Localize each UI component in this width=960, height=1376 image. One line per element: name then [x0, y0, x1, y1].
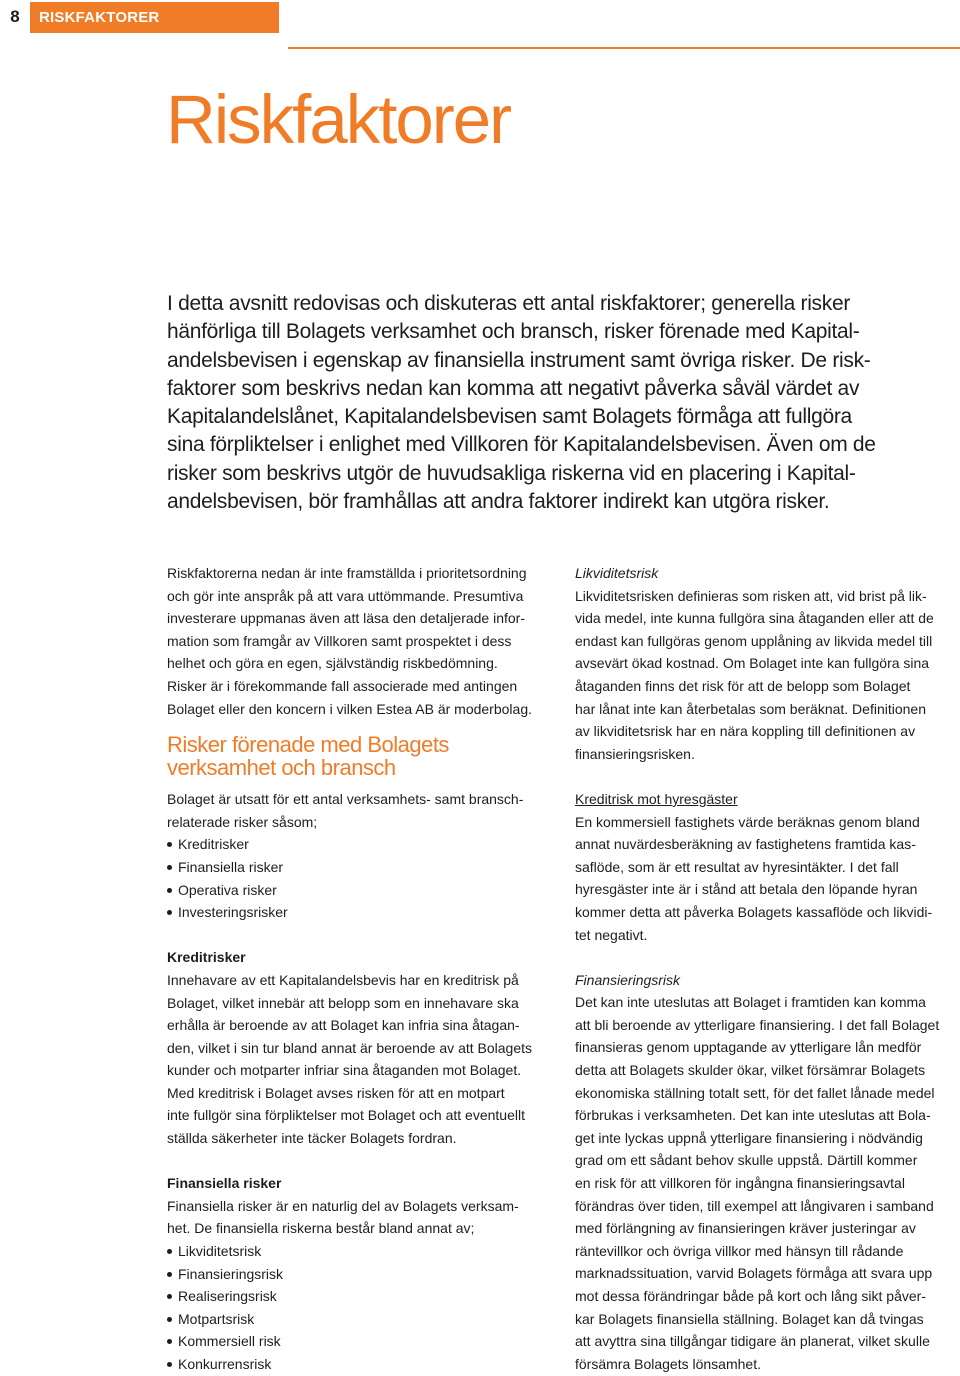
text-line: Finansiella risker är en naturlig del av Bolagets verksam-	[167, 1197, 519, 1214]
text-line: Likviditetsrisken definieras som risken att, vid brist på lik-	[575, 587, 927, 604]
text-line: avsevärt ökad kostnad. Om Bolaget inte kan fullgöra sina	[575, 655, 930, 672]
page-number: 8	[10, 7, 20, 26]
financial-risk-text	[167, 1195, 550, 1240]
text-line: kommer detta att påverka Bolagets kassaflöde och likvidi-	[575, 903, 933, 920]
text-line: en risk för att villkoren för ingångna finansieringsavtal	[575, 1175, 905, 1192]
text-line: mation som framgår av Villkoren samt prospektet i dess	[167, 632, 512, 649]
tenant-credit-risk-heading: Kreditrisk mot hyresgäster	[575, 790, 738, 807]
section-header-tab: RISKFAKTORER	[30, 2, 279, 33]
text-line: investerare uppmanas även att läsa den detaljerade infor-	[167, 610, 525, 627]
text-line: andelsbevisen, bör framhållas att andra faktorer indirekt kan utgöra risker.	[167, 490, 830, 514]
text-line: marknadssituation, varvid Bolagets förmåga att svara upp	[575, 1265, 933, 1282]
text-line: hyresgäster inte är i stånd att betala den löpande hyran	[575, 881, 918, 898]
text-line: kunder och motparter infriar sina åtaganden mot Bolaget.	[167, 1062, 522, 1079]
text-line: het. De finansiella riskerna består bland annat av;	[167, 1220, 475, 1237]
list-item: Kommersiell risk	[167, 1330, 550, 1353]
funding-risk-heading: Finansieringsrisk	[575, 971, 681, 988]
liquidity-risk-text	[575, 585, 960, 766]
text-line: mot dessa förändringar både på kort och lång sikt påver-	[575, 1288, 926, 1304]
text-line: hänförliga till Bolagets verksamhet och bransch, risker förenade med Kapital-	[167, 320, 860, 344]
text-line: av likviditetsrisk har en nära koppling till definitionen av	[575, 723, 916, 740]
text-line: sina förpliktelser i enlighet med Villkoren för Kapitalandelsbevisen. Även om de	[167, 433, 876, 457]
section-heading	[167, 734, 550, 779]
text-line: Kapitalandelslånet, Kapitalandelsbevisen samt Bolagets förmåga att fullgöra	[167, 405, 852, 429]
list-item: Investeringsrisker	[167, 901, 550, 924]
list-item: Likviditetsrisk	[167, 1240, 550, 1263]
right-column	[575, 562, 960, 1375]
list-item: Motpartsrisk	[167, 1308, 550, 1331]
left-column	[167, 562, 550, 1376]
text-line: förändras över tiden, till exempel att långivaren i samband	[575, 1197, 934, 1214]
text-line: erhålla är beroende av att Bolaget kan infria sina åtagan-	[167, 1017, 520, 1034]
text-line: Risker förenade med Bolagets	[167, 732, 449, 758]
text-line: Bolaget eller den koncern i vilken Estea AB är moderbolag.	[167, 700, 532, 717]
text-line: Riskfaktorerna nedan är inte framställda i prioritetsordning	[167, 565, 527, 581]
text-line: den, vilket i sin tur bland annat är beroende av att Bolagets	[167, 1039, 533, 1056]
text-line: tet negativt.	[575, 926, 648, 943]
text-line: andelsbevisen i egenskap av finansiella instrument samt övriga risker. De risk-	[167, 348, 871, 372]
text-line: verksamhet och bransch	[167, 754, 396, 780]
text-line: förbrukas i verksamheten. Det kan inte uteslutas att Bola-	[575, 1107, 931, 1124]
text-line: att bli beroende av ytterligare finansiering. I det fall Bolaget	[575, 1016, 940, 1033]
page-title: Riskfaktorer	[166, 81, 511, 158]
risk-list	[167, 833, 550, 923]
section-intro	[167, 788, 550, 833]
text-line: att avyttra sina tillgångar tidigare än planerat, vilket skulle	[575, 1333, 930, 1350]
text-line: annat nuvärdesberäkning av fastighetens framtida kas-	[575, 836, 916, 853]
header-divider	[288, 47, 960, 49]
funding-risk-text	[575, 991, 960, 1375]
list-item: Finansieringsrisk	[167, 1263, 550, 1286]
text-line: detta att Bolagets skulder ökar, vilket försämrar Bolagets	[575, 1062, 926, 1079]
credit-risk-heading: Kreditrisker	[167, 949, 246, 966]
credit-risk-text	[167, 969, 550, 1150]
liquidity-risk-heading: Likviditetsrisk	[575, 565, 659, 581]
text-line: Bolaget är utsatt för ett antal verksamhets- samt bransch-	[167, 791, 524, 808]
text-line: relaterade risker såsom;	[167, 813, 318, 830]
text-line: Bolaget, vilket innebär att belopp som en innehavare ska	[167, 994, 519, 1011]
text-line: Innehavare av ett Kapitalandelsbevis har en kreditrisk på	[167, 971, 519, 988]
text-line: risker som beskrivs utgör de huvudsakliga riskerna vid en placering i Kapital-	[167, 461, 856, 485]
text-line: saflöde, som är ett resultat av hyresintäkter. I det fall	[575, 858, 899, 875]
text-line: finansieras genom upptagande av ytterligare lån medför	[575, 1039, 922, 1056]
text-line: ekonomiska ställning totalt sett, för det fallet lånade medel	[575, 1084, 935, 1101]
text-line: åtaganden finns det risk för att de belopp som Bolaget	[575, 677, 911, 694]
financial-risk-list	[167, 1240, 550, 1376]
text-line: get inte lyckas uppnå ytterligare finansiering i nödvändig	[575, 1129, 923, 1146]
text-line: kar Bolagets finansiella ställning. Bolaget kan då tvingas	[575, 1310, 924, 1327]
text-line: En kommersiell fastighets värde beräknas genom bland	[575, 813, 920, 830]
intro-paragraph	[167, 562, 550, 720]
tenant-credit-risk-text	[575, 811, 960, 947]
text-line: I detta avsnitt redovisas och diskuteras ett antal riskfaktorer; generella risker	[167, 292, 851, 315]
lead-paragraph	[167, 290, 957, 516]
text-line: vida medel, inte kunna fullgöra sina åtaganden eller att de	[575, 610, 934, 627]
text-line: endast kan fullgöras genom upplåning av likvida medel till	[575, 632, 933, 649]
list-item: Kreditrisker	[167, 833, 550, 856]
text-line: med förlängning av finansieringen kräver justeringar av	[575, 1220, 916, 1237]
text-line: räntevillkor och övriga villkor med hänsyn till rådande	[575, 1242, 904, 1259]
text-line: faktorer som beskrivs nedan kan komma att negativt påverka såväl värdet av	[167, 376, 860, 400]
financial-risk-heading: Finansiella risker	[167, 1175, 282, 1192]
text-line: finansieringsrisken.	[575, 745, 695, 762]
list-item: Operativa risker	[167, 879, 550, 902]
text-line: inte fullgör sina förpliktelser mot Bolaget och att eventuellt	[167, 1107, 525, 1124]
text-line: ställda säkerheter inte täcker Bolagets fordran.	[167, 1130, 457, 1147]
text-line: och gör inte anspråk på att vara uttömmande. Presumtiva	[167, 587, 524, 604]
text-line: försämra Bolagets lönsamhet.	[575, 1355, 761, 1372]
text-line: Med kreditrisk i Bolaget avses risken för att en motpart	[167, 1084, 505, 1101]
list-item: Konkurrensrisk	[167, 1353, 550, 1376]
list-item: Finansiella risker	[167, 856, 550, 879]
text-line: Risker är i förekommande fall associerade med antingen	[167, 677, 518, 694]
text-line: grad om ett sådant behov skulle uppstå. Därtill kommer	[575, 1152, 918, 1169]
text-line: har lånat inte kan återbetalas som beräknat. Definitionen	[575, 700, 926, 717]
list-item: Realiseringsrisk	[167, 1285, 550, 1308]
text-line: Det kan inte uteslutas att Bolaget i framtiden kan komma	[575, 994, 926, 1011]
text-line: helhet och göra en egen, självständig riskbedömning.	[167, 655, 498, 672]
